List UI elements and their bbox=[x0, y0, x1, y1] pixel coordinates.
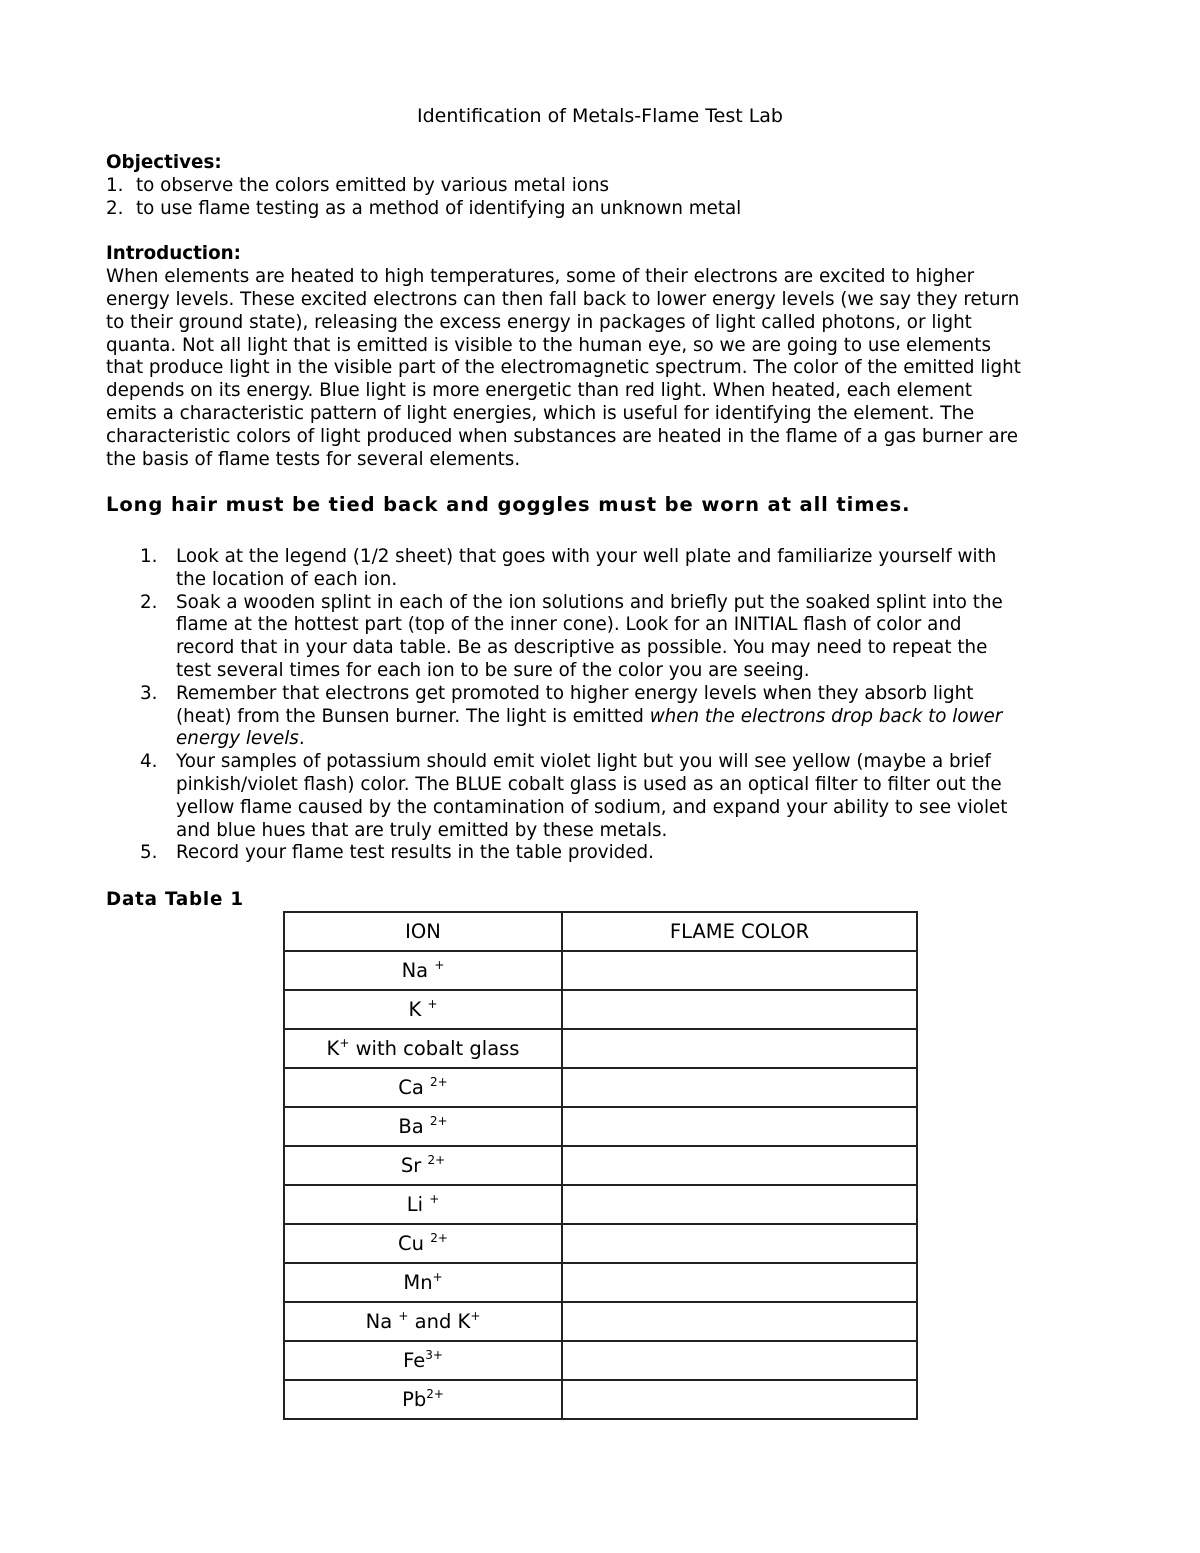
flame-color-cell[interactable] bbox=[562, 1107, 917, 1146]
step-number: 2. bbox=[140, 591, 158, 613]
step-line bbox=[176, 706, 1002, 729]
table-caption: Data Table 1 bbox=[106, 889, 244, 910]
table-row bbox=[284, 1146, 917, 1185]
step-line bbox=[176, 592, 1003, 615]
intro-line: to their ground state), releasing the excess energy in packages of light called photons, or light bbox=[106, 311, 972, 333]
ion-cell bbox=[284, 1107, 562, 1146]
step-line bbox=[176, 569, 397, 592]
ion-cell bbox=[284, 1380, 562, 1419]
flame-color-cell[interactable] bbox=[562, 1146, 917, 1185]
objectives-heading: Objectives: bbox=[106, 152, 222, 173]
intro-line: that produce light in the visible part of the electromagnetic spectrum. The color of the emitted light bbox=[106, 357, 1021, 379]
step-text: test several times for each ion to be sure of the color you are seeing. bbox=[176, 660, 810, 681]
flame-color-cell[interactable] bbox=[562, 1068, 917, 1107]
ion-cell bbox=[284, 1341, 562, 1380]
objective-item bbox=[106, 175, 741, 198]
step-line bbox=[176, 683, 973, 706]
intro-line: When elements are heated to high temperatures, some of their electrons are excited to higher bbox=[106, 265, 975, 287]
step-text: . bbox=[298, 728, 305, 750]
header-ion: ION bbox=[284, 912, 562, 951]
table-row bbox=[284, 1107, 917, 1146]
ion-symbol: K bbox=[408, 998, 428, 1021]
table-row bbox=[284, 1185, 917, 1224]
step-text: Soak a wooden splint in each of the ion solutions and briefly put the soaked splint into the bbox=[176, 591, 1003, 613]
step-emphasis: energy levels bbox=[176, 728, 299, 750]
ion-cell bbox=[284, 990, 562, 1029]
step-text: record that in your data table. Be as descriptive as possible. You may need to repeat the bbox=[176, 637, 988, 659]
ion-charge: + bbox=[432, 1270, 443, 1284]
table-row bbox=[284, 990, 917, 1029]
ion-charge: + bbox=[339, 1036, 350, 1050]
ion-charge: + bbox=[427, 997, 438, 1011]
safety-warning: Long hair must be tied back and goggles must be worn at all times. bbox=[106, 493, 911, 516]
step-line bbox=[176, 774, 1002, 797]
step-line bbox=[176, 614, 962, 637]
ion-symbol: Ca bbox=[398, 1076, 431, 1099]
step-line bbox=[176, 637, 987, 660]
flame-color-cell[interactable] bbox=[562, 1263, 917, 1302]
flame-color-cell[interactable] bbox=[562, 1185, 917, 1224]
ion-text: and K bbox=[408, 1310, 471, 1333]
flame-color-cell[interactable] bbox=[562, 1380, 917, 1419]
ion-charge: 3+ bbox=[425, 1348, 443, 1362]
ion-charge: 2+ bbox=[426, 1387, 444, 1401]
introduction-section bbox=[106, 243, 1021, 472]
ion-cell bbox=[284, 1146, 562, 1185]
objectives-section bbox=[106, 152, 741, 221]
intro-line: energy levels. These excited electrons can then fall back to lower energy levels (we say they return bbox=[106, 288, 1020, 310]
table-row bbox=[284, 1263, 917, 1302]
step-line bbox=[176, 751, 991, 774]
table-row bbox=[284, 1224, 917, 1263]
ion-charge: 2+ bbox=[430, 1231, 448, 1245]
table-row bbox=[284, 1302, 917, 1341]
table-row bbox=[284, 1068, 917, 1107]
ion-symbol: Ba bbox=[398, 1115, 430, 1138]
step-text: Record your flame test results in the table provided. bbox=[176, 842, 654, 864]
ion-cell bbox=[284, 951, 562, 990]
step-text: Remember that electrons get promoted to higher energy levels when they absorb light bbox=[176, 682, 974, 704]
step-text: and blue hues that are truly emitted by these metals. bbox=[176, 819, 668, 841]
flame-color-cell[interactable] bbox=[562, 1302, 917, 1341]
step-text: the location of each ion. bbox=[176, 568, 398, 590]
ion-cell bbox=[284, 1029, 562, 1068]
ion-symbol: Mn bbox=[403, 1271, 433, 1294]
table-header-row bbox=[284, 912, 917, 951]
step-line bbox=[176, 797, 1007, 820]
ion-symbol: Pb bbox=[402, 1388, 427, 1411]
item-text: to observe the colors emitted by various metal ions bbox=[136, 174, 610, 196]
step-number: 4. bbox=[140, 751, 158, 773]
step-text: pinkish/violet flash) color. The BLUE cobalt glass is used as an optical filter to filter out the bbox=[176, 774, 1002, 795]
step-text: flame at the hottest part (top of the inner cone). Look for an INITIAL flash of color and bbox=[176, 614, 962, 636]
step-emphasis: when the electrons drop back to lower bbox=[649, 705, 1003, 727]
step-text: yellow flame caused by the contamination of sodium, and expand your ability to see violet bbox=[176, 796, 1008, 818]
step-text: (heat) from the Bunsen burner. The light is emitted bbox=[176, 705, 650, 727]
data-table bbox=[283, 911, 918, 1420]
flame-color-cell[interactable] bbox=[562, 1341, 917, 1380]
ion-charge: 2+ bbox=[427, 1153, 446, 1167]
table-row bbox=[284, 1341, 917, 1380]
item-number: 2. bbox=[106, 197, 124, 219]
ion-cell bbox=[284, 1263, 562, 1302]
ion-symbol: K bbox=[326, 1037, 340, 1060]
ion-cell bbox=[284, 1224, 562, 1263]
ion-cell bbox=[284, 1068, 562, 1107]
item-number: 1. bbox=[106, 174, 124, 196]
ion-cell bbox=[284, 1185, 562, 1224]
step-line bbox=[176, 820, 667, 843]
intro-line: characteristic colors of light produced when substances are heated in the flame of a gas burner are bbox=[106, 426, 1018, 448]
ion-charge: + bbox=[429, 1192, 440, 1206]
intro-line: emits a characteristic pattern of light energies, which is useful for identifying the element. The bbox=[106, 403, 975, 425]
step-number: 1. bbox=[140, 546, 158, 567]
header-flame-color: FLAME COLOR bbox=[562, 912, 917, 951]
intro-line: quanta. Not all light that is emitted is visible to the human eye, so we are going to use elements bbox=[106, 334, 991, 356]
ion-symbol: Sr bbox=[400, 1154, 428, 1177]
document-title: Identification of Metals-Flame Test Lab bbox=[416, 105, 783, 127]
ion-charge: + bbox=[470, 1309, 481, 1323]
flame-color-cell[interactable] bbox=[562, 990, 917, 1029]
step-number: 3. bbox=[140, 682, 158, 704]
step-line bbox=[176, 842, 654, 865]
ion-charge: 2+ bbox=[430, 1075, 448, 1089]
table-row bbox=[284, 1029, 917, 1068]
ion-charge: + bbox=[434, 958, 445, 972]
ion-symbol: Cu bbox=[398, 1232, 431, 1255]
step-line bbox=[176, 728, 305, 751]
ion-text: with cobalt glass bbox=[349, 1037, 520, 1060]
ion-symbol: Na bbox=[401, 959, 435, 982]
introduction-heading: Introduction: bbox=[106, 243, 241, 264]
ion-symbol: Fe bbox=[403, 1349, 426, 1372]
step-text: Look at the legend (1/2 sheet) that goes with your well plate and familiarize yourself with bbox=[176, 546, 997, 567]
ion-charge: 2+ bbox=[429, 1114, 448, 1128]
intro-line: the basis of flame tests for several elements. bbox=[106, 449, 521, 471]
step-line bbox=[176, 660, 810, 683]
step-number: 5. bbox=[140, 842, 158, 864]
flame-color-cell[interactable] bbox=[562, 1029, 917, 1068]
objective-item bbox=[106, 198, 741, 221]
flame-color-cell[interactable] bbox=[562, 951, 917, 990]
intro-line: depends on its energy. Blue light is more energetic than red light. When heated, each element bbox=[106, 380, 973, 402]
ion-symbol: Li bbox=[406, 1193, 430, 1216]
ion-charge: + bbox=[398, 1309, 409, 1323]
flame-color-cell[interactable] bbox=[562, 1224, 917, 1263]
ion-symbol: Na bbox=[365, 1310, 399, 1333]
item-text: to use flame testing as a method of identifying an unknown metal bbox=[136, 197, 742, 219]
introduction-paragraph bbox=[106, 266, 1021, 472]
ion-cell bbox=[284, 1302, 562, 1341]
table-row bbox=[284, 1380, 917, 1419]
step-text: Your samples of potassium should emit violet light but you will see yellow (maybe a brief bbox=[176, 751, 991, 773]
step-line bbox=[176, 546, 996, 569]
table-row bbox=[284, 951, 917, 990]
